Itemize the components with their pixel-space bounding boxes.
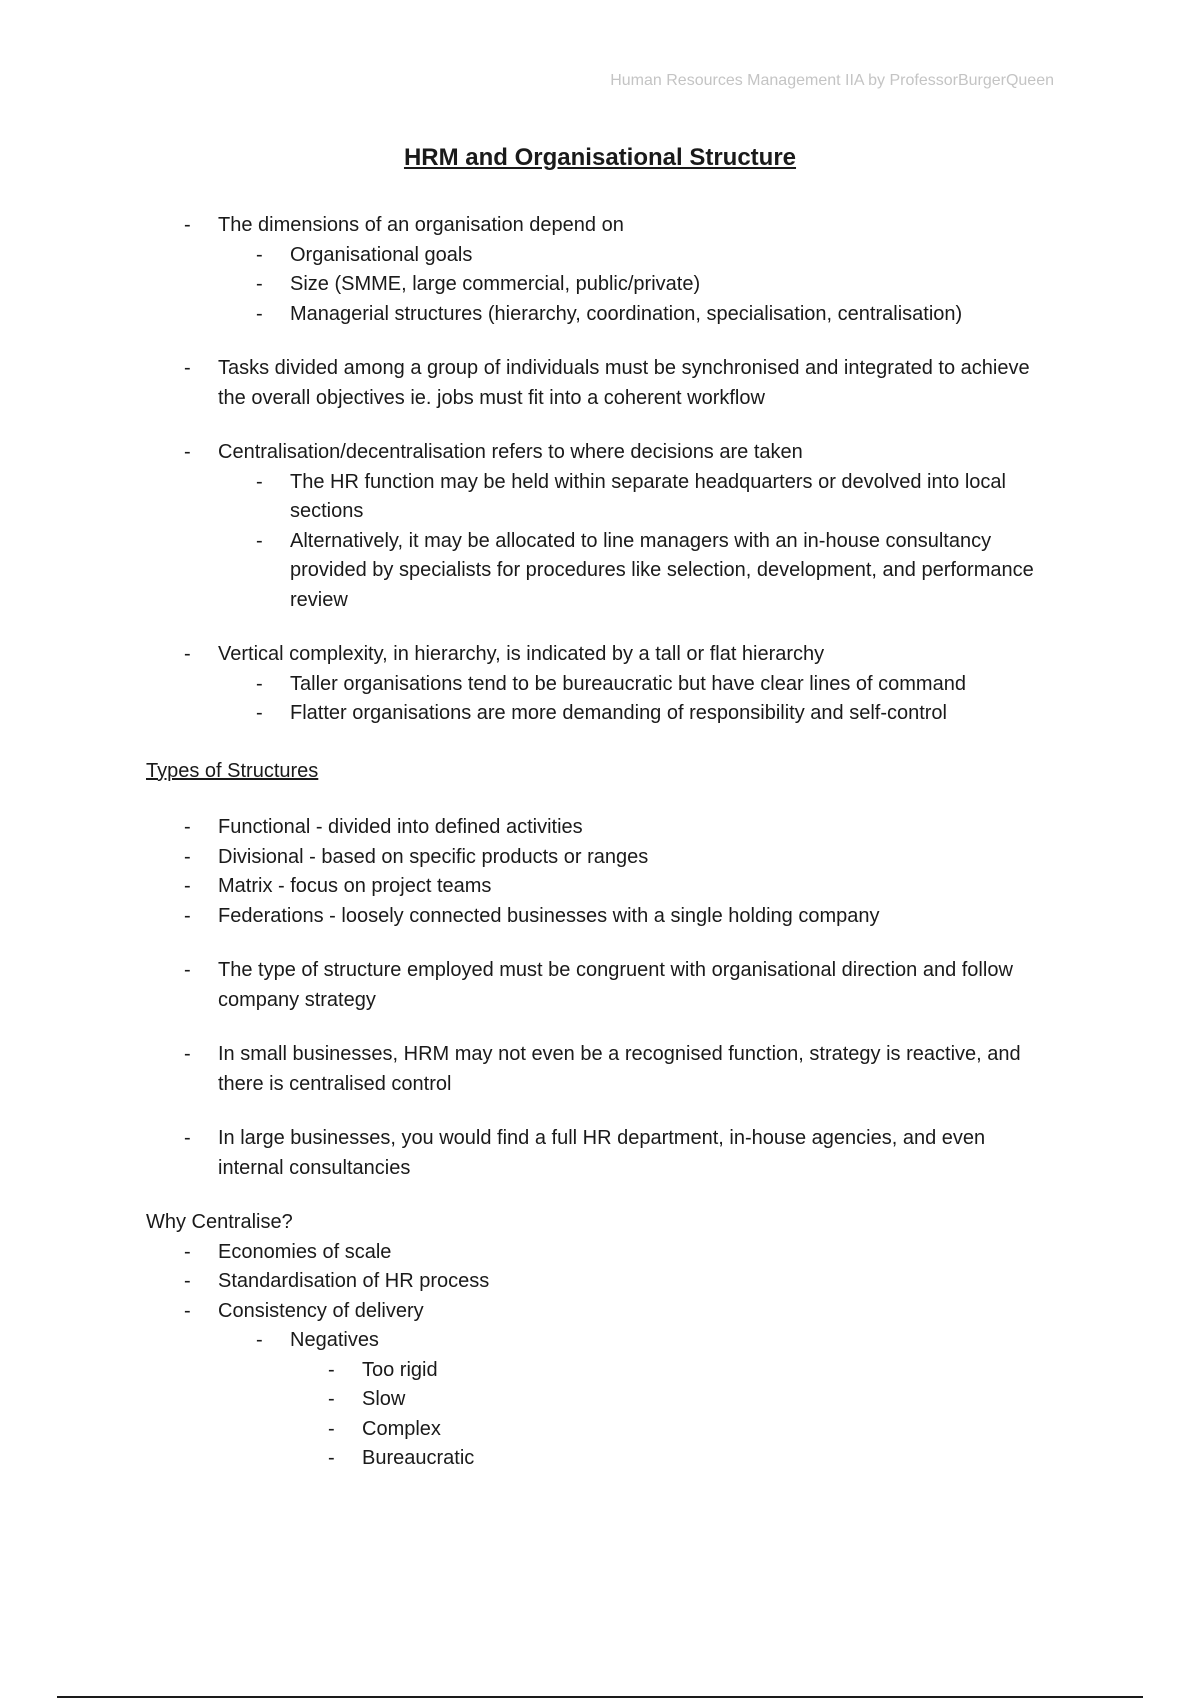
- list-item-text: Too rigid: [362, 1358, 438, 1381]
- list-item: [146, 813, 1046, 843]
- list-item-text: Slow: [362, 1388, 406, 1410]
- list-item: [146, 1297, 1046, 1474]
- list-item-text: Matrix - focus on project teams: [218, 875, 492, 897]
- list-item: [146, 640, 1046, 729]
- list-item-text: Bureaucratic: [362, 1447, 475, 1469]
- list-item: [146, 1267, 1046, 1297]
- list-item: [218, 241, 1046, 271]
- list-item-text: Vertical complexity, in hierarchy, is indicated by a tall or flat hierarchy: [218, 643, 825, 665]
- list-item: [146, 1238, 1046, 1268]
- list-item: [218, 527, 1046, 616]
- intro-list-2: [146, 354, 1046, 413]
- list-item-text: Divisional - based on specific products or ranges: [218, 845, 649, 868]
- list-item: [146, 211, 1046, 329]
- types-heading: Types of Structures: [146, 759, 319, 782]
- list-item: [146, 1124, 1046, 1183]
- sub-list: [218, 670, 1046, 729]
- list-item-text: Standardisation of HR process: [218, 1270, 490, 1292]
- list-item: [218, 300, 1046, 330]
- list-item: [146, 1040, 1046, 1099]
- negatives-list: [290, 1356, 1046, 1474]
- list-item: [290, 1415, 1046, 1445]
- types-point-3: [146, 1124, 1046, 1183]
- bottom-divider: [57, 1696, 1143, 1698]
- list-item: [290, 1444, 1046, 1474]
- sub-list: [218, 468, 1046, 616]
- list-item: [146, 956, 1046, 1015]
- list-item: [146, 843, 1046, 873]
- list-item-text: Alternatively, it may be allocated to line managers with an in-house consultancy provided by specialists for procedures like selection, development, and performance review: [290, 529, 1034, 611]
- list-item-text: Complex: [362, 1417, 441, 1440]
- list-item-text: Tasks divided among a group of individuals must be synchronised and integrated to achieve the overall objectives ie. jobs must fit into a coherent workflow: [218, 357, 1030, 409]
- list-item-text: Functional - divided into defined activities: [218, 816, 583, 838]
- list-item: [146, 872, 1046, 902]
- list-item-text: Managerial structures (hierarchy, coordination, specialisation, centralisation): [290, 302, 963, 325]
- list-item-text: The type of structure employed must be congruent with organisational direction and follow company strategy: [218, 959, 1013, 1011]
- types-point-1: [146, 956, 1046, 1015]
- list-item: [218, 699, 1046, 729]
- intro-list-1: [146, 211, 1046, 329]
- list-item: [290, 1385, 1046, 1415]
- list-item-text: Taller organisations tend to be bureaucratic but have clear lines of command: [290, 672, 966, 695]
- list-item: [146, 902, 1046, 932]
- types-point-2: [146, 1040, 1046, 1099]
- list-item-text: Federations - loosely connected businesses with a single holding company: [218, 904, 880, 927]
- centralise-heading: Why Centralise?: [146, 1211, 293, 1233]
- list-item: [146, 438, 1046, 615]
- list-item-text: Consistency of delivery: [218, 1299, 424, 1322]
- centralise-list: [146, 1238, 1046, 1474]
- list-item-text: Organisational goals: [290, 243, 473, 266]
- list-item: [218, 468, 1046, 527]
- list-item: [290, 1356, 1046, 1386]
- list-item-text: In small businesses, HRM may not even be a recognised function, strategy is reactive, and there is centralised control: [218, 1043, 1021, 1095]
- list-item-text: The dimensions of an organisation depend on: [218, 214, 624, 236]
- intro-list-3: [146, 438, 1046, 615]
- types-list: [146, 813, 1046, 931]
- list-item: [146, 354, 1046, 413]
- list-item-text: Size (SMME, large commercial, public/private): [290, 273, 701, 295]
- intro-list-4: [146, 640, 1046, 729]
- list-item: [218, 1326, 1046, 1474]
- negatives-label: Negatives: [290, 1329, 379, 1351]
- list-item-text: The HR function may be held within separate headquarters or devolved into local sections: [290, 470, 1006, 522]
- list-item-text: Economies of scale: [218, 1240, 392, 1263]
- document-body: [146, 211, 1046, 1474]
- header-note: Human Resources Management IIA by ProfessorBurgerQueen: [610, 72, 1054, 89]
- list-item: [218, 670, 1046, 700]
- list-item-text: In large businesses, you would find a full HR department, in-house agencies, and even internal consultancies: [218, 1127, 986, 1179]
- sub-list: [218, 241, 1046, 330]
- negatives-group: [218, 1326, 1046, 1474]
- list-item-text: Flatter organisations are more demanding of responsibility and self-control: [290, 702, 948, 724]
- list-item: [218, 270, 1046, 300]
- page-title: HRM and Organisational Structure: [403, 144, 797, 171]
- list-item-text: Centralisation/decentralisation refers to where decisions are taken: [218, 441, 803, 463]
